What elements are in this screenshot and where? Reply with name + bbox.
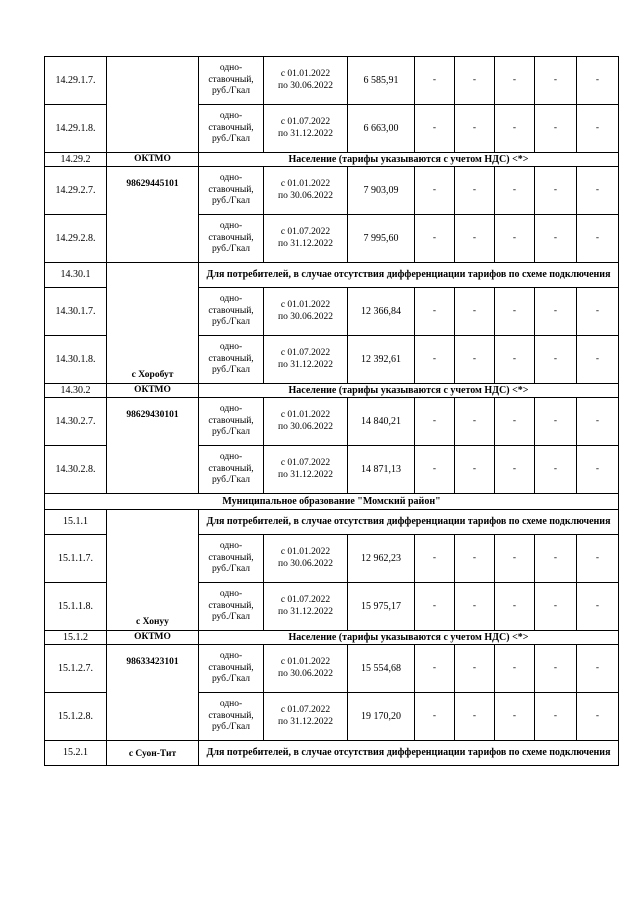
empty-value: -	[577, 167, 619, 215]
period	[264, 583, 348, 631]
tariff-type-line: одно-	[219, 63, 243, 74]
empty-value: -	[577, 215, 619, 263]
row-code: 14.29.1.8.	[45, 105, 107, 153]
empty-value: -	[535, 336, 577, 384]
period	[264, 398, 348, 446]
empty-value: -	[415, 446, 455, 494]
row-code: 15.1.1.8.	[45, 583, 107, 631]
table-row	[45, 631, 619, 645]
empty-value: -	[455, 446, 495, 494]
row-code: 15.1.2.7.	[45, 645, 107, 693]
period-line: с 01.01.2022	[280, 69, 331, 79]
period-line: с 01.07.2022	[280, 705, 331, 715]
period	[264, 336, 348, 384]
tariff-type-line: одно-	[219, 404, 243, 415]
tariff-value: 6 663,00	[348, 105, 415, 153]
empty-value: -	[577, 57, 619, 105]
empty-value: -	[415, 645, 455, 693]
empty-value: -	[415, 167, 455, 215]
empty-value: -	[415, 693, 455, 741]
tariff-value: 12 366,84	[348, 288, 415, 336]
period	[264, 288, 348, 336]
tariff-type-line: одно-	[219, 452, 243, 463]
tariff-type-line: руб./Гкал	[211, 86, 251, 97]
empty-value: -	[415, 583, 455, 631]
row-code: 15.1.1.7.	[45, 535, 107, 583]
tariff-type-line: ставочный,	[208, 74, 254, 85]
empty-value: -	[495, 645, 535, 693]
tariff-type-line: одно-	[219, 173, 243, 184]
empty-value: -	[495, 446, 535, 494]
table-row	[45, 645, 619, 693]
tariff-type	[199, 693, 264, 741]
period-line: по 30.06.2022	[278, 668, 333, 679]
period-line: по 31.12.2022	[278, 359, 333, 370]
empty-value: -	[535, 167, 577, 215]
tariff-type	[199, 105, 264, 153]
tariff-value: 15 554,68	[348, 645, 415, 693]
period-line: с 01.01.2022	[280, 547, 331, 557]
tariff-type-line: руб./Гкал	[211, 134, 251, 145]
section-header: Население (тарифы указываются с учетом НДС) <*>	[199, 153, 619, 167]
empty-value: -	[455, 535, 495, 583]
empty-value: -	[455, 215, 495, 263]
period-line: по 31.12.2022	[278, 469, 333, 480]
row-code: 14.30.2	[45, 384, 107, 398]
tariff-value: 7 995,60	[348, 215, 415, 263]
empty-value: -	[495, 57, 535, 105]
empty-value: -	[455, 693, 495, 741]
empty-value: -	[535, 645, 577, 693]
tariff-type-line: руб./Гкал	[211, 244, 251, 255]
section-header: Для потребителей, в случае отсутствия дифференциации тарифов по схеме подключения	[199, 263, 619, 288]
empty-value: -	[577, 336, 619, 384]
tariff-type	[199, 583, 264, 631]
empty-value: -	[577, 446, 619, 494]
table-row	[45, 57, 619, 105]
empty-value: -	[535, 215, 577, 263]
period-line: по 30.06.2022	[278, 190, 333, 201]
empty-value: -	[577, 693, 619, 741]
tariff-value: 14 871,13	[348, 446, 415, 494]
empty-value: -	[415, 535, 455, 583]
empty-value: -	[495, 336, 535, 384]
empty-value: -	[495, 398, 535, 446]
tariff-value: 15 975,17	[348, 583, 415, 631]
empty-value: -	[455, 583, 495, 631]
oktmo-label: ОКТМО	[107, 631, 199, 645]
table-row	[45, 384, 619, 398]
locality-cell	[107, 57, 199, 153]
tariff-value: 7 903,09	[348, 167, 415, 215]
table-row	[45, 494, 619, 510]
tariff-type	[199, 57, 264, 105]
tariff-type	[199, 215, 264, 263]
tariff-type	[199, 446, 264, 494]
row-code: 15.2.1	[45, 741, 107, 766]
period-line: с 01.07.2022	[280, 595, 331, 605]
locality-name: с Хонуу	[107, 510, 199, 631]
empty-value: -	[535, 398, 577, 446]
empty-value: -	[455, 57, 495, 105]
tariff-type-line: ставочный,	[208, 122, 254, 133]
tariff-type-line: одно-	[219, 541, 243, 552]
period-line: по 30.06.2022	[278, 80, 333, 91]
empty-value: -	[535, 693, 577, 741]
tariff-type-line: ставочный,	[208, 232, 254, 243]
empty-value: -	[535, 105, 577, 153]
period-line: с 01.07.2022	[280, 227, 331, 237]
table-row	[45, 263, 619, 288]
tariff-type-line: ставочный,	[208, 184, 254, 195]
empty-value: -	[455, 105, 495, 153]
empty-value: -	[415, 288, 455, 336]
period-line: с 01.01.2022	[280, 179, 331, 189]
empty-value: -	[495, 288, 535, 336]
oktmo-code: 98629430101	[107, 398, 199, 494]
tariff-type-line: руб./Гкал	[211, 564, 251, 575]
period	[264, 105, 348, 153]
tariff-type-line: руб./Гкал	[211, 475, 251, 486]
tariff-type	[199, 398, 264, 446]
period-line: с 01.07.2022	[280, 117, 331, 127]
period-line: по 30.06.2022	[278, 421, 333, 432]
empty-value: -	[535, 57, 577, 105]
tariff-type	[199, 535, 264, 583]
period-line: по 31.12.2022	[278, 606, 333, 617]
table-row	[45, 153, 619, 167]
empty-value: -	[577, 288, 619, 336]
empty-value: -	[577, 105, 619, 153]
empty-value: -	[455, 398, 495, 446]
empty-value: -	[495, 167, 535, 215]
empty-value: -	[535, 288, 577, 336]
tariff-type-line: одно-	[219, 342, 243, 353]
row-code: 14.30.1.8.	[45, 336, 107, 384]
period-line: с 01.01.2022	[280, 300, 331, 310]
period	[264, 645, 348, 693]
table-row	[45, 167, 619, 215]
tariff-value: 12 962,23	[348, 535, 415, 583]
period-line: по 30.06.2022	[278, 558, 333, 569]
period	[264, 57, 348, 105]
locality-name: с Хоробут	[107, 263, 199, 384]
tariff-type-line: руб./Гкал	[211, 612, 251, 623]
tariff-type-line: одно-	[219, 294, 243, 305]
row-code: 14.30.1.7.	[45, 288, 107, 336]
tariff-value: 19 170,20	[348, 693, 415, 741]
empty-value: -	[415, 398, 455, 446]
period	[264, 693, 348, 741]
empty-value: -	[415, 105, 455, 153]
period	[264, 446, 348, 494]
period-line: по 31.12.2022	[278, 238, 333, 249]
period	[264, 215, 348, 263]
row-code: 15.1.2	[45, 631, 107, 645]
period-line: с 01.01.2022	[280, 657, 331, 667]
tariff-type-line: ставочный,	[208, 552, 254, 563]
empty-value: -	[535, 583, 577, 631]
row-code: 15.1.1	[45, 510, 107, 535]
table-row	[45, 398, 619, 446]
locality-name: с Суон-Тит	[107, 741, 199, 766]
tariff-type-line: ставочный,	[208, 662, 254, 673]
period-line: с 01.07.2022	[280, 348, 331, 358]
section-header: Население (тарифы указываются с учетом НДС) <*>	[199, 631, 619, 645]
empty-value: -	[495, 535, 535, 583]
row-code: 14.29.2	[45, 153, 107, 167]
empty-value: -	[577, 535, 619, 583]
period-line: по 31.12.2022	[278, 716, 333, 727]
row-code: 14.29.2.7.	[45, 167, 107, 215]
oktmo-label: ОКТМО	[107, 384, 199, 398]
empty-value: -	[455, 336, 495, 384]
tariff-type-line: руб./Гкал	[211, 722, 251, 733]
tariff-type-line: одно-	[219, 111, 243, 122]
row-code: 14.30.2.7.	[45, 398, 107, 446]
empty-value: -	[495, 215, 535, 263]
tariff-value: 6 585,91	[348, 57, 415, 105]
oktmo-code: 98633423101	[107, 645, 199, 741]
tariff-table	[44, 56, 619, 766]
tariff-type	[199, 288, 264, 336]
period-line: с 01.07.2022	[280, 458, 331, 468]
period-line: по 30.06.2022	[278, 311, 333, 322]
period-line: с 01.01.2022	[280, 410, 331, 420]
empty-value: -	[577, 645, 619, 693]
period-line: по 31.12.2022	[278, 128, 333, 139]
period	[264, 535, 348, 583]
tariff-type	[199, 336, 264, 384]
row-code: 14.30.1	[45, 263, 107, 288]
section-header: Для потребителей, в случае отсутствия дифференциации тарифов по схеме подключения	[199, 741, 619, 766]
tariff-type-line: ставочный,	[208, 305, 254, 316]
empty-value: -	[495, 583, 535, 631]
municipality-header: Муниципальное образование "Момский район"	[45, 494, 619, 510]
tariff-type-line: одно-	[219, 221, 243, 232]
empty-value: -	[535, 535, 577, 583]
tariff-type-line: ставочный,	[208, 353, 254, 364]
section-header: Для потребителей, в случае отсутствия дифференциации тарифов по схеме подключения	[199, 510, 619, 535]
tariff-type-line: ставочный,	[208, 600, 254, 611]
row-code: 14.29.2.8.	[45, 215, 107, 263]
tariff-type-line: руб./Гкал	[211, 674, 251, 685]
empty-value: -	[415, 57, 455, 105]
tariff-type-line: руб./Гкал	[211, 427, 251, 438]
empty-value: -	[495, 693, 535, 741]
empty-value: -	[495, 105, 535, 153]
empty-value: -	[455, 167, 495, 215]
tariff-type-line: одно-	[219, 589, 243, 600]
tariff-value: 12 392,61	[348, 336, 415, 384]
empty-value: -	[455, 288, 495, 336]
tariff-value: 14 840,21	[348, 398, 415, 446]
tariff-type-line: ставочный,	[208, 415, 254, 426]
tariff-type-line: одно-	[219, 699, 243, 710]
oktmo-label: ОКТМО	[107, 153, 199, 167]
oktmo-code: 98629445101	[107, 167, 199, 263]
tariff-type	[199, 167, 264, 215]
row-code: 14.29.1.7.	[45, 57, 107, 105]
section-header: Население (тарифы указываются с учетом НДС) <*>	[199, 384, 619, 398]
empty-value: -	[455, 645, 495, 693]
table-row	[45, 741, 619, 766]
table-row	[45, 510, 619, 535]
row-code: 14.30.2.8.	[45, 446, 107, 494]
empty-value: -	[577, 583, 619, 631]
empty-value: -	[535, 446, 577, 494]
period	[264, 167, 348, 215]
tariff-type-line: ставочный,	[208, 463, 254, 474]
empty-value: -	[577, 398, 619, 446]
row-code: 15.1.2.8.	[45, 693, 107, 741]
tariff-type-line: руб./Гкал	[211, 196, 251, 207]
tariff-type-line: одно-	[219, 651, 243, 662]
empty-value: -	[415, 215, 455, 263]
tariff-type-line: ставочный,	[208, 710, 254, 721]
tariff-type-line: руб./Гкал	[211, 317, 251, 328]
empty-value: -	[415, 336, 455, 384]
tariff-type-line: руб./Гкал	[211, 365, 251, 376]
tariff-type	[199, 645, 264, 693]
